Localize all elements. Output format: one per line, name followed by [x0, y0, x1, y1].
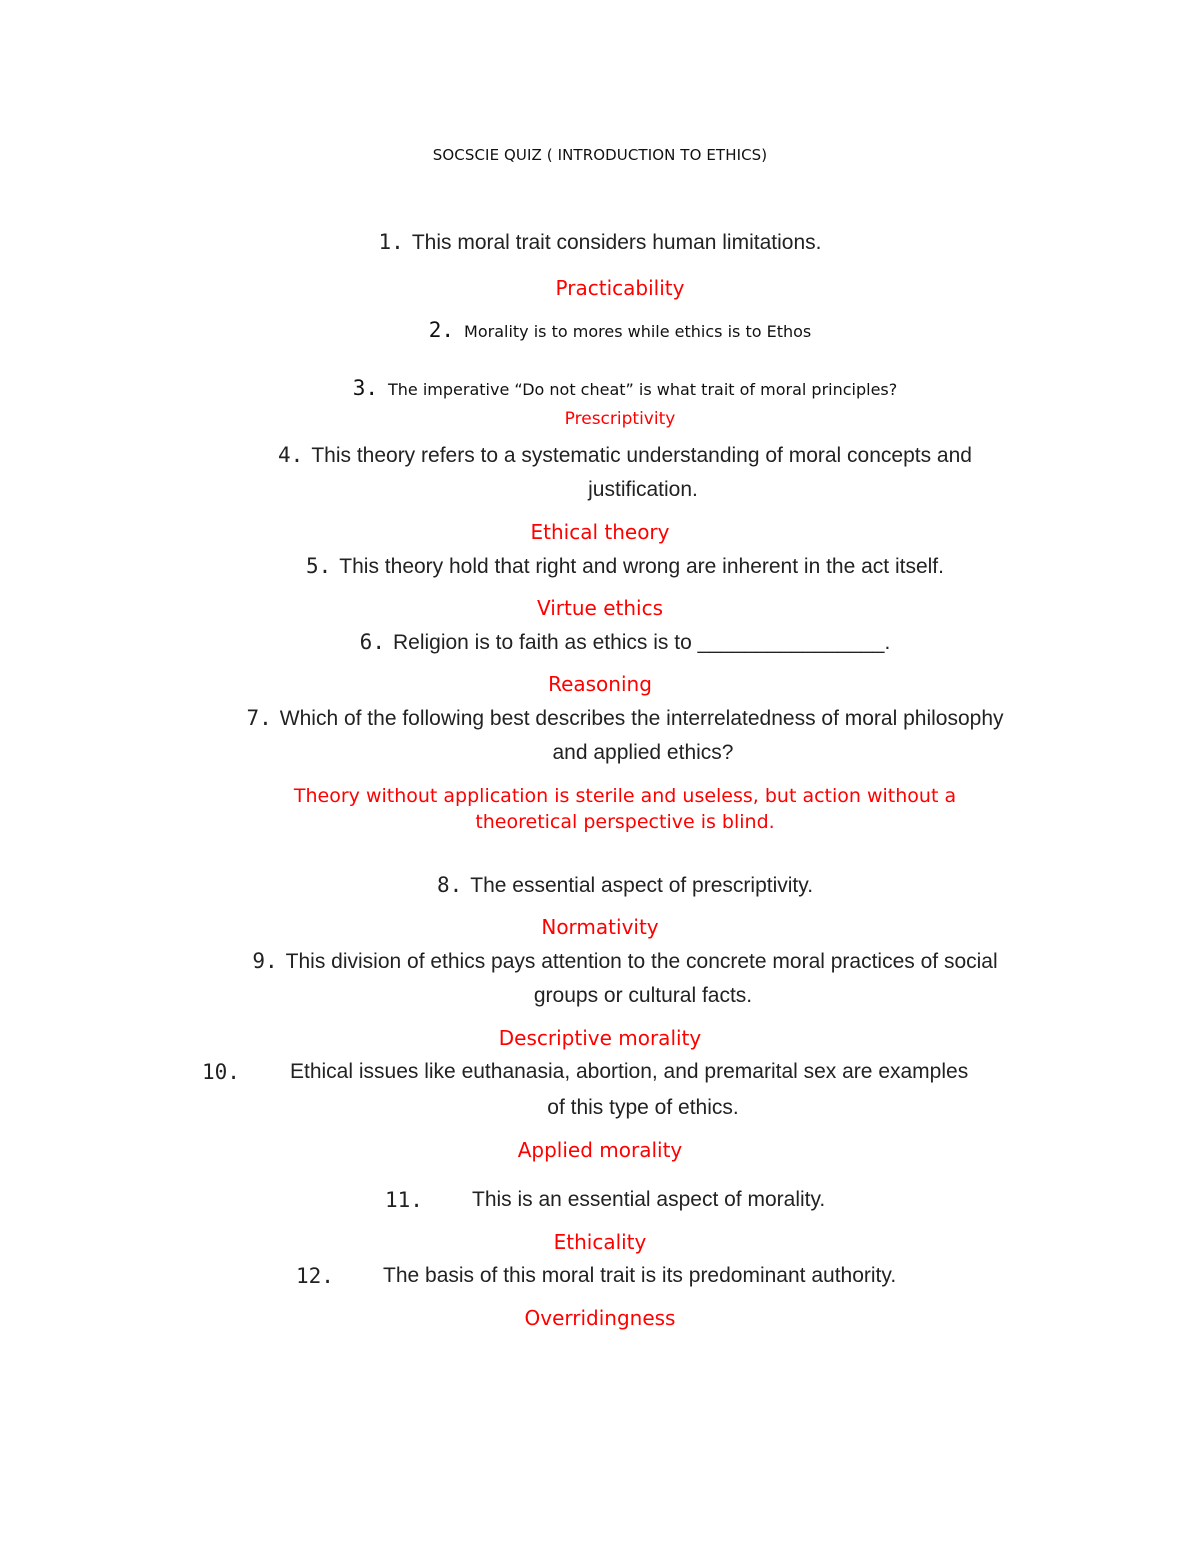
question-number: 5. [306, 554, 332, 578]
question-8 [25, 873, 1200, 898]
question-10-continued: of this type of ethics. [547, 1096, 739, 1119]
question-4 [25, 443, 1200, 468]
question-11-number [385, 1188, 423, 1213]
answer-12: Overridingness [524, 1306, 676, 1330]
question-text: Religion is to faith as ethics is to ________________. [392, 631, 891, 654]
question-2 [20, 318, 1200, 342]
question-9 [25, 949, 1200, 974]
question-7 [25, 706, 1200, 731]
answer-1: Practicability [555, 276, 685, 300]
question-6 [25, 630, 1200, 655]
question-number: 12. [296, 1264, 334, 1288]
question-10: Ethical issues like euthanasia, abortion, and premarital sex are examples [290, 1060, 969, 1083]
question-number: 4. [278, 443, 304, 467]
question-number: 6. [359, 630, 385, 654]
question-11: This is an essential aspect of morality. [472, 1188, 826, 1211]
question-9-continued: groups or cultural facts. [533, 984, 753, 1007]
question-10-number [202, 1060, 240, 1085]
question-number: 8. [436, 873, 463, 897]
question-text: This moral trait considers human limitations. [411, 231, 822, 254]
question-5 [25, 554, 1200, 579]
question-text: The imperative “Do not cheat” is what trait of moral principles? [388, 380, 898, 399]
question-number: 3. [352, 376, 379, 400]
question-text-line-1: This division of ethics pays attention to the concrete moral practices of social [285, 950, 998, 973]
question-number: 1. [378, 230, 404, 254]
question-1 [0, 230, 1200, 255]
question-number: 10. [202, 1060, 240, 1084]
question-number: 7. [246, 706, 272, 730]
answer-4: Ethical theory [530, 520, 670, 544]
question-text: Morality is to mores while ethics is to Ethos [464, 322, 812, 341]
question-text-line-1: This theory refers to a systematic understanding of moral concepts and [311, 444, 972, 467]
question-12-number [296, 1264, 334, 1289]
answer-8: Normativity [541, 915, 659, 939]
question-7-continued: and applied ethics? [552, 741, 734, 764]
question-number: 2. [428, 318, 455, 342]
answer-5: Virtue ethics [537, 596, 663, 620]
question-text-line-1: Which of the following best describes the interrelatedness of moral philosophy [279, 707, 1004, 730]
answer-7-line-2: theoretical perspective is blind. [475, 811, 775, 833]
page-title: SOCSCIE QUIZ ( INTRODUCTION TO ETHICS) [432, 146, 768, 164]
answer-10: Applied morality [517, 1138, 683, 1162]
question-4-continued: justification. [588, 478, 698, 501]
question-12: The basis of this moral trait is its predominant authority. [383, 1264, 897, 1287]
question-text: The essential aspect of prescriptivity. [470, 874, 814, 897]
question-number: 11. [385, 1188, 423, 1212]
answer-9: Descriptive morality [498, 1026, 702, 1050]
answer-11: Ethicality [553, 1230, 647, 1254]
question-3 [25, 376, 1200, 400]
answer-3: Prescriptivity [564, 409, 676, 429]
question-number: 9. [252, 949, 278, 973]
question-text: This theory hold that right and wrong are inherent in the act itself. [339, 555, 944, 578]
answer-7-line-1: Theory without application is sterile and useless, but action without a [293, 785, 957, 807]
answer-6: Reasoning [548, 672, 652, 696]
